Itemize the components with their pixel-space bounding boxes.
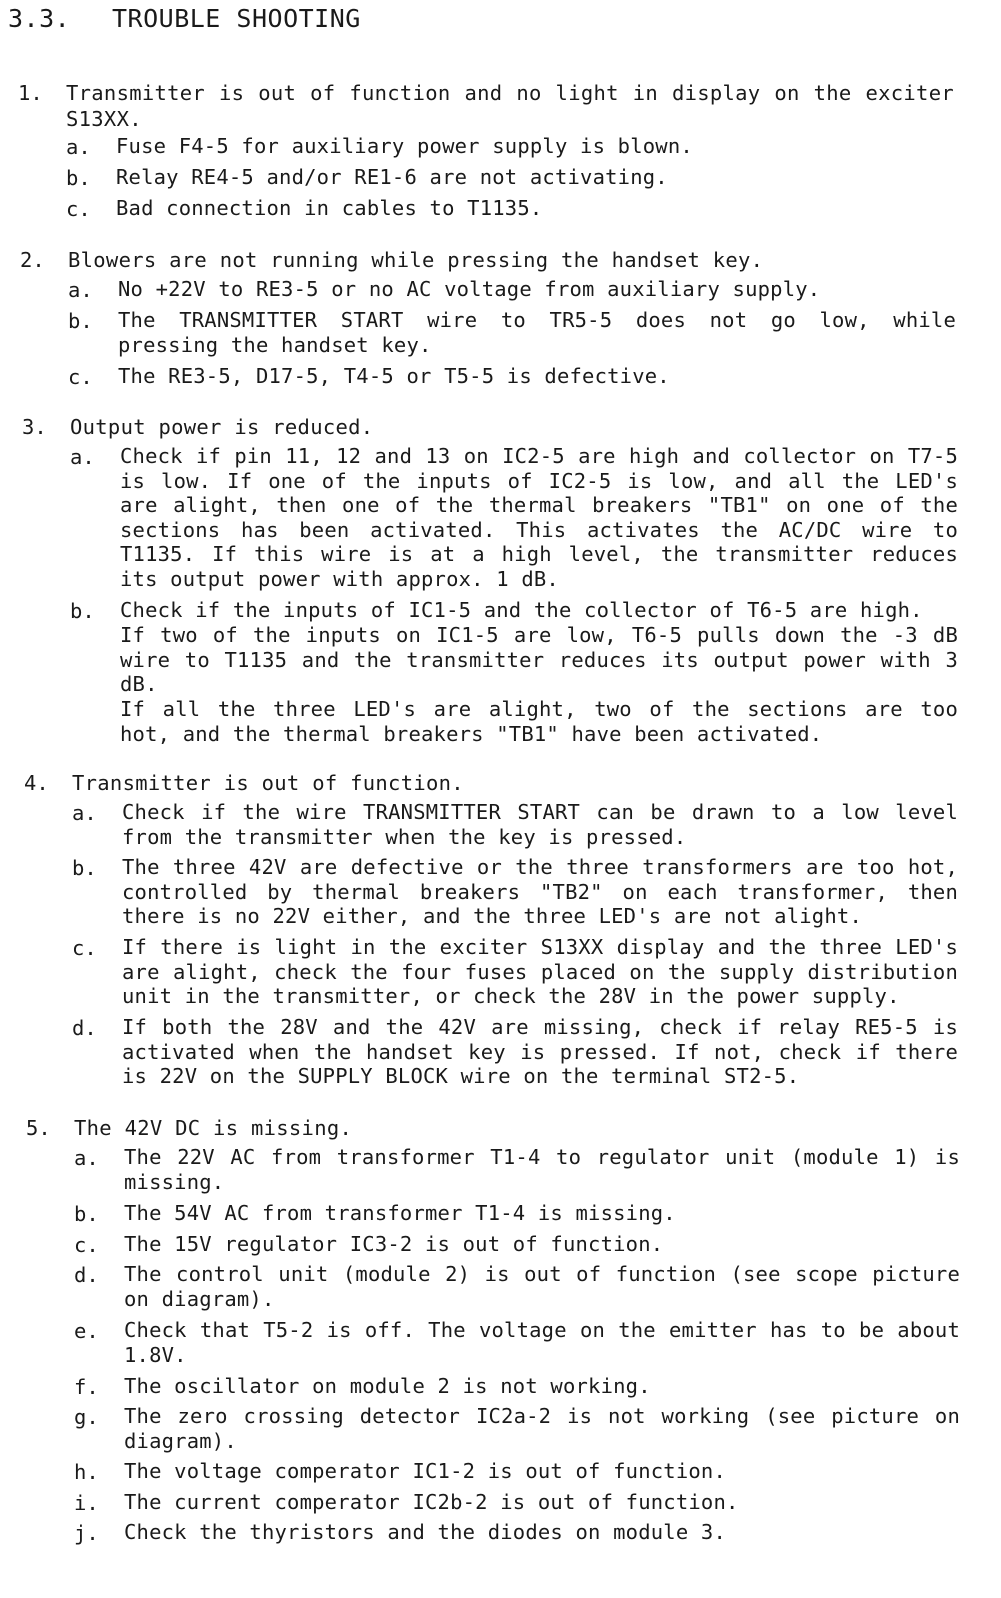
section-title: The 42V DC is missing. xyxy=(74,1116,353,1140)
item-continuation: If all the three LED's are alight, two of the sections are too hot, and the thermal breakers "TB1" have been activated. xyxy=(120,697,958,746)
item-text: The control unit (module 2) is out of function (see scope picture on diagram). xyxy=(124,1262,960,1311)
section-title: Output power is reduced. xyxy=(70,415,374,439)
section-number: 4. xyxy=(24,771,49,795)
item-text: If there is light in the exciter S13XX display and the three LED's are alight, check the four fuses placed on the supply distribution unit in the transmitter, or check the 28V in the power supply. xyxy=(122,935,958,1008)
item-text: The RE3-5, D17-5, T4-5 or T5-5 is defective. xyxy=(118,364,670,388)
item-letter: c. xyxy=(74,1233,99,1257)
section-number: 3. xyxy=(22,415,47,439)
item-letter: c. xyxy=(68,365,93,389)
item-text: Relay RE4-5 and/or RE1-6 are not activating. xyxy=(116,165,668,189)
item-text: The 22V AC from transformer T1-4 to regulator unit (module 1) is missing. xyxy=(124,1145,960,1194)
item-letter: a. xyxy=(72,801,97,825)
item-text: Bad connection in cables to T1135. xyxy=(116,196,543,220)
item-letter: a. xyxy=(68,278,93,302)
item-text: If both the 28V and the 42V are missing, check if relay RE5-5 is activated when the handset key is pressed. If not, check if there is 22V on the SUPPLY BLOCK wire on the terminal ST2-5. xyxy=(122,1015,958,1088)
item-letter: a. xyxy=(74,1146,99,1170)
item-text: Check if the wire TRANSMITTER START can be drawn to a low level from the transmitter when the key is pressed. xyxy=(122,800,958,849)
item-text: The voltage comperator IC1-2 is out of function. xyxy=(124,1459,727,1483)
item-text: Check the thyristors and the diodes on module 3. xyxy=(124,1520,727,1544)
item-letter: b. xyxy=(66,166,91,190)
item-text: The oscillator on module 2 is not working. xyxy=(124,1374,651,1398)
item-letter: b. xyxy=(68,309,93,333)
item-letter: c. xyxy=(66,197,91,221)
item-letter: f. xyxy=(74,1375,99,1399)
section-heading xyxy=(8,4,361,33)
item-text: The three 42V are defective or the three transformers are too hot, controlled by thermal breakers "TB2" on each transformer, then there is no 22V either, and the three LED's are not alight. xyxy=(122,855,958,928)
item-letter: b. xyxy=(70,599,95,623)
item-continuation: If two of the inputs on IC1-5 are low, T6-5 pulls down the -3 dB wire to T1135 and the transmitter reduces its output power with 3 dB. xyxy=(120,623,958,696)
item-letter: e. xyxy=(74,1319,99,1343)
item-letter: d. xyxy=(72,1016,97,1040)
item-letter: j. xyxy=(74,1521,99,1545)
section-title: Blowers are not running while pressing the handset key. xyxy=(68,248,764,272)
item-letter: i. xyxy=(74,1491,99,1515)
item-text: The current comperator IC2b-2 is out of function. xyxy=(124,1490,739,1514)
item-text: The TRANSMITTER START wire to TR5-5 does not go low, while pressing the handset key. xyxy=(118,308,956,357)
section-title: Transmitter is out of function and no light in display on the exciter S13XX. xyxy=(66,81,954,131)
item-letter: c. xyxy=(72,936,97,960)
section-number: 2. xyxy=(20,248,45,272)
item-letter: b. xyxy=(72,856,97,880)
item-letter: g. xyxy=(74,1405,99,1429)
item-letter: a. xyxy=(66,135,91,159)
item-text: Check if pin 11, 12 and 13 on IC2-5 are high and collector on T7-5 is low. If one of the inputs of IC2-5 is low, and all the LED's are alight, then one of the thermal breakers "TB1" on one of the sections has been activated. This activates the AC/DC wire to T1135. If this wire is at a high level, the transmitter reduces its output power with approx. 1 dB. xyxy=(120,444,958,591)
item-text: Check if the inputs of IC1-5 and the collector of T6-5 are high. xyxy=(120,598,923,622)
item-text: The 54V AC from transformer T1-4 is missing. xyxy=(124,1201,676,1225)
heading-title: TROUBLE SHOOTING xyxy=(112,4,361,33)
item-letter: h. xyxy=(74,1460,99,1484)
section-number: 1. xyxy=(18,81,43,105)
item-text: Check that T5-2 is off. The voltage on the emitter has to be about 1.8V. xyxy=(124,1318,960,1367)
item-letter: d. xyxy=(74,1263,99,1287)
item-text: Fuse F4-5 for auxiliary power supply is blown. xyxy=(116,134,693,158)
item-text: The 15V regulator IC3-2 is out of function. xyxy=(124,1232,664,1256)
section-number: 5. xyxy=(26,1116,51,1140)
item-letter: b. xyxy=(74,1202,99,1226)
section-title: Transmitter is out of function. xyxy=(72,771,464,795)
item-text: The zero crossing detector IC2a-2 is not working (see picture on diagram). xyxy=(124,1404,960,1453)
item-letter: a. xyxy=(70,445,95,469)
heading-number: 3.3. xyxy=(8,4,71,33)
item-text: No +22V to RE3-5 or no AC voltage from auxiliary supply. xyxy=(118,277,821,301)
